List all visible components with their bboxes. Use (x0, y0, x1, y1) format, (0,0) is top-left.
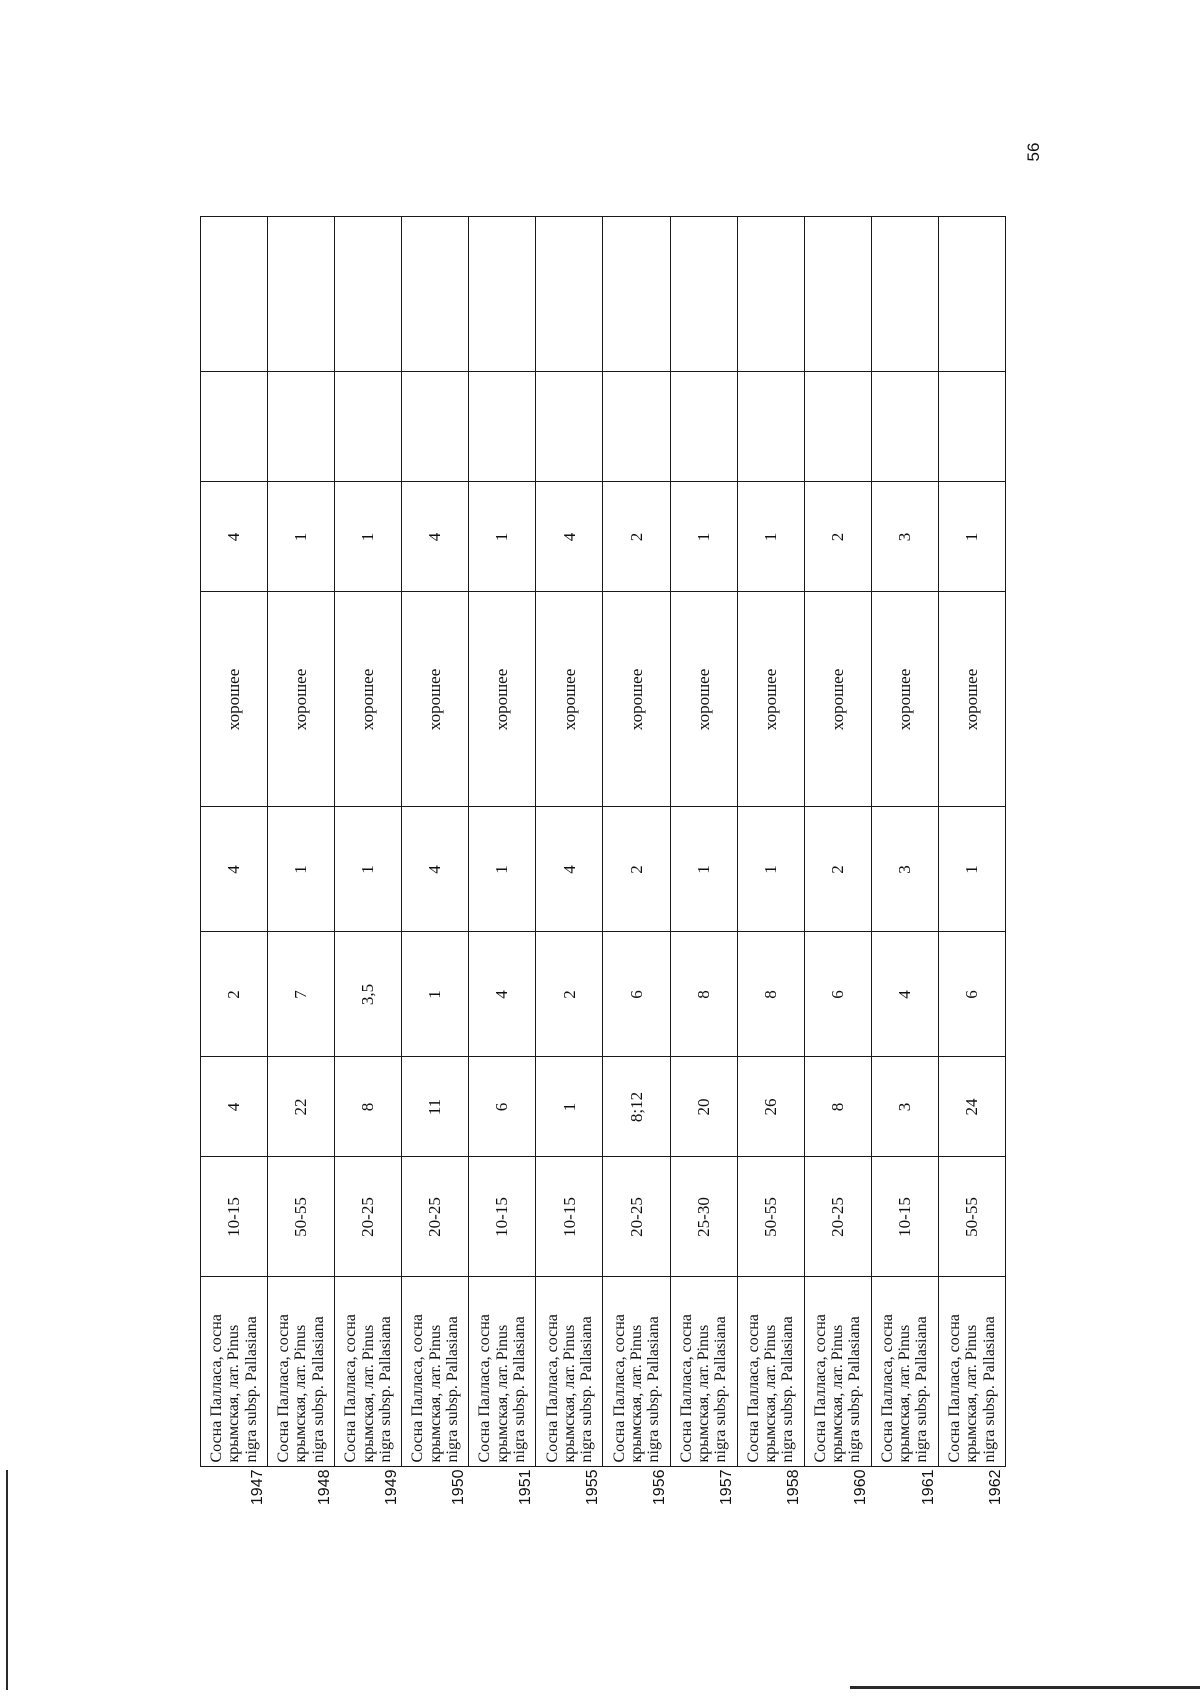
species-line: Сосна Палласа, сосна (677, 1314, 695, 1463)
age-range-cell: 50-55 (938, 1157, 1005, 1277)
page-number: 56 (1024, 142, 1043, 162)
species-line: nigra subsp. Pallasiana (309, 1316, 327, 1463)
count-cell-1: 8 (335, 1057, 402, 1157)
species-line: крымская, лат. Pinus (829, 1324, 847, 1463)
species-cell (335, 1277, 402, 1467)
year-cell: 1957 (670, 1467, 737, 1527)
age-range-cell: 10-15 (536, 1157, 603, 1277)
empty-cell-2 (335, 217, 402, 372)
table-row (737, 217, 804, 1527)
table-row (603, 217, 670, 1527)
count-cell-2: 6 (603, 932, 670, 1057)
year-cell: 1958 (737, 1467, 804, 1527)
count-cell-4: 4 (536, 482, 603, 592)
count-cell-3: 1 (335, 807, 402, 932)
species-cell (938, 1277, 1005, 1467)
table-row (201, 217, 268, 1527)
age-range-cell: 50-55 (737, 1157, 804, 1277)
species-line: Сосна Палласа, сосна (744, 1314, 762, 1463)
condition-cell: хорошее (201, 592, 268, 807)
species-line: крымская, лат. Pinus (560, 1324, 578, 1463)
count-cell-4: 1 (469, 482, 536, 592)
count-cell-2: 6 (804, 932, 871, 1057)
empty-cell-1 (737, 372, 804, 482)
empty-cell-2 (737, 217, 804, 372)
species-line: Сосна Палласа, сосна (543, 1314, 561, 1463)
empty-cell-2 (938, 217, 1005, 372)
count-cell-1: 6 (469, 1057, 536, 1157)
count-cell-2: 4 (469, 932, 536, 1057)
year-cell: 1947 (201, 1467, 268, 1527)
empty-cell-2 (268, 217, 335, 372)
species-line: крымская, лат. Pinus (963, 1324, 981, 1463)
species-cell (201, 1277, 268, 1467)
year-cell: 1949 (335, 1467, 402, 1527)
species-line: nigra subsp. Pallasiana (846, 1316, 864, 1463)
species-line: nigra subsp. Pallasiana (779, 1316, 797, 1463)
count-cell-3: 4 (201, 807, 268, 932)
count-cell-4: 1 (737, 482, 804, 592)
empty-cell-1 (670, 372, 737, 482)
table-row (402, 217, 469, 1527)
species-cell (469, 1277, 536, 1467)
count-cell-3: 2 (804, 807, 871, 932)
table-row (871, 217, 938, 1527)
count-cell-2: 3,5 (335, 932, 402, 1057)
empty-cell-1 (871, 372, 938, 482)
condition-cell: хорошее (402, 592, 469, 807)
count-cell-4: 4 (402, 482, 469, 592)
count-cell-3: 1 (469, 807, 536, 932)
species-line: крымская, лат. Pinus (896, 1324, 914, 1463)
age-range-cell: 20-25 (402, 1157, 469, 1277)
empty-cell-1 (335, 372, 402, 482)
count-cell-2: 2 (201, 932, 268, 1057)
table-row (938, 217, 1005, 1527)
count-cell-3: 1 (737, 807, 804, 932)
count-cell-4: 2 (804, 482, 871, 592)
species-cell (871, 1277, 938, 1467)
empty-cell-1 (201, 372, 268, 482)
species-line: Сосна Палласа, сосна (409, 1314, 427, 1463)
age-range-cell: 25-30 (670, 1157, 737, 1277)
year-cell: 1951 (469, 1467, 536, 1527)
empty-cell-1 (268, 372, 335, 482)
species-line: Сосна Палласа, сосна (811, 1314, 829, 1463)
species-line: крымская, лат. Pinus (359, 1324, 377, 1463)
table-row (469, 217, 536, 1527)
species-line: крымская, лат. Pinus (493, 1324, 511, 1463)
species-line: Сосна Палласа, сосна (610, 1314, 628, 1463)
age-range-cell: 10-15 (871, 1157, 938, 1277)
empty-cell-2 (536, 217, 603, 372)
year-cell: 1956 (603, 1467, 670, 1527)
species-line: nigra subsp. Pallasiana (578, 1316, 596, 1463)
count-cell-2: 7 (268, 932, 335, 1057)
species-line: Сосна Палласа, сосна (342, 1314, 360, 1463)
empty-cell-1 (804, 372, 871, 482)
count-cell-1: 8;12 (603, 1057, 670, 1157)
condition-cell: хорошее (737, 592, 804, 807)
species-line: крымская, лат. Pinus (225, 1324, 243, 1463)
year-cell: 1962 (938, 1467, 1005, 1527)
species-cell (268, 1277, 335, 1467)
scan-edge-left (6, 1470, 8, 1690)
empty-cell-1 (402, 372, 469, 482)
age-range-cell: 20-25 (804, 1157, 871, 1277)
count-cell-1: 1 (536, 1057, 603, 1157)
empty-cell-2 (402, 217, 469, 372)
empty-cell-2 (804, 217, 871, 372)
species-line: крымская, лат. Pinus (627, 1324, 645, 1463)
species-line: крымская, лат. Pinus (762, 1324, 780, 1463)
count-cell-4: 1 (938, 482, 1005, 592)
count-cell-4: 4 (201, 482, 268, 592)
table-row (804, 217, 871, 1527)
count-cell-2: 4 (871, 932, 938, 1057)
species-line: крымская, лат. Pinus (694, 1324, 712, 1463)
species-line: крымская, лат. Pinus (292, 1324, 310, 1463)
empty-cell-1 (938, 372, 1005, 482)
species-line: nigra subsp. Pallasiana (645, 1316, 663, 1463)
condition-cell: хорошее (335, 592, 402, 807)
species-line: nigra subsp. Pallasiana (980, 1316, 998, 1463)
species-line: nigra subsp. Pallasiana (712, 1316, 730, 1463)
scan-edge-bottom (850, 1686, 1200, 1689)
empty-cell-2 (871, 217, 938, 372)
count-cell-3: 1 (938, 807, 1005, 932)
species-line: крымская, лат. Pinus (426, 1324, 444, 1463)
year-cell: 1961 (871, 1467, 938, 1527)
condition-cell: хорошее (804, 592, 871, 807)
count-cell-1: 8 (804, 1057, 871, 1157)
empty-cell-1 (603, 372, 670, 482)
count-cell-3: 1 (670, 807, 737, 932)
count-cell-2: 8 (737, 932, 804, 1057)
species-cell (402, 1277, 469, 1467)
species-line: nigra subsp. Pallasiana (510, 1316, 528, 1463)
table-body (201, 217, 1006, 1527)
species-cell (536, 1277, 603, 1467)
year-cell: 1955 (536, 1467, 603, 1527)
age-range-cell: 20-25 (603, 1157, 670, 1277)
count-cell-4: 1 (335, 482, 402, 592)
species-cell (670, 1277, 737, 1467)
species-line: Сосна Палласа, сосна (946, 1314, 964, 1463)
condition-cell: хорошее (469, 592, 536, 807)
year-cell: 1960 (804, 1467, 871, 1527)
count-cell-3: 4 (402, 807, 469, 932)
age-range-cell: 10-15 (469, 1157, 536, 1277)
count-cell-4: 2 (603, 482, 670, 592)
species-line: Сосна Палласа, сосна (275, 1314, 293, 1463)
species-line: nigra subsp. Pallasiana (913, 1316, 931, 1463)
age-range-cell: 50-55 (268, 1157, 335, 1277)
empty-cell-2 (469, 217, 536, 372)
count-cell-3: 3 (871, 807, 938, 932)
age-range-cell: 10-15 (201, 1157, 268, 1277)
count-cell-1: 3 (871, 1057, 938, 1157)
species-cell (737, 1277, 804, 1467)
count-cell-1: 20 (670, 1057, 737, 1157)
count-cell-3: 4 (536, 807, 603, 932)
table-row (536, 217, 603, 1527)
species-line: Сосна Палласа, сосна (878, 1314, 896, 1463)
empty-cell-1 (536, 372, 603, 482)
condition-cell: хорошее (938, 592, 1005, 807)
count-cell-3: 1 (268, 807, 335, 932)
age-range-cell: 20-25 (335, 1157, 402, 1277)
empty-cell-1 (469, 372, 536, 482)
empty-cell-2 (201, 217, 268, 372)
count-cell-3: 2 (603, 807, 670, 932)
empty-cell-2 (603, 217, 670, 372)
pine-inventory-table (200, 217, 1006, 1528)
year-cell: 1948 (268, 1467, 335, 1527)
count-cell-2: 2 (536, 932, 603, 1057)
species-line: Сосна Палласа, сосна (208, 1314, 226, 1463)
table-row (335, 217, 402, 1527)
condition-cell: хорошее (536, 592, 603, 807)
count-cell-4: 1 (268, 482, 335, 592)
species-line: nigra subsp. Pallasiana (242, 1316, 260, 1463)
count-cell-1: 26 (737, 1057, 804, 1157)
count-cell-2: 6 (938, 932, 1005, 1057)
condition-cell: хорошее (603, 592, 670, 807)
count-cell-1: 22 (268, 1057, 335, 1157)
count-cell-1: 24 (938, 1057, 1005, 1157)
rotated-table-container (200, 217, 1006, 1527)
species-line: nigra subsp. Pallasiana (443, 1316, 461, 1463)
count-cell-2: 8 (670, 932, 737, 1057)
count-cell-2: 1 (402, 932, 469, 1057)
count-cell-4: 1 (670, 482, 737, 592)
species-line: Сосна Палласа, сосна (476, 1314, 494, 1463)
count-cell-1: 11 (402, 1057, 469, 1157)
year-cell: 1950 (402, 1467, 469, 1527)
species-cell (603, 1277, 670, 1467)
table-row (268, 217, 335, 1527)
condition-cell: хорошее (871, 592, 938, 807)
condition-cell: хорошее (268, 592, 335, 807)
empty-cell-2 (670, 217, 737, 372)
species-cell (804, 1277, 871, 1467)
count-cell-1: 4 (201, 1057, 268, 1157)
species-line: nigra subsp. Pallasiana (376, 1316, 394, 1463)
count-cell-4: 3 (871, 482, 938, 592)
condition-cell: хорошее (670, 592, 737, 807)
table-row (670, 217, 737, 1527)
